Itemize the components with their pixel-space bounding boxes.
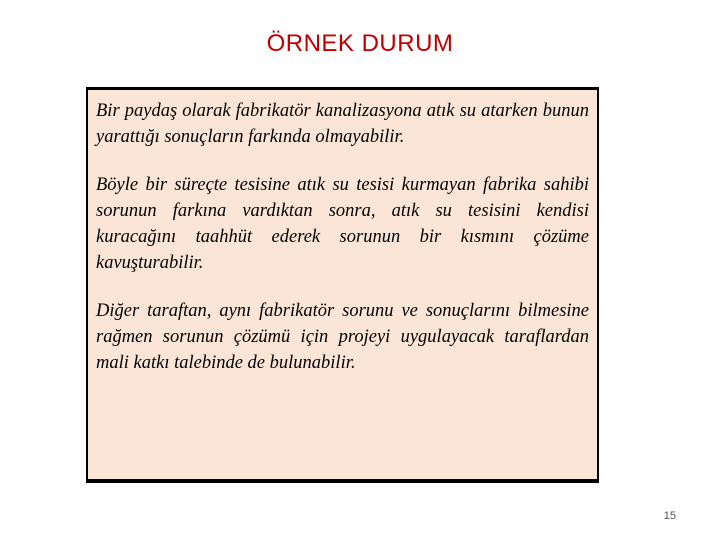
paragraph-3: Diğer taraftan, aynı fabrikatör sorunu ve sonuçlarını bilmesine rağmen sorunun çözümü için projeyi uygulayacak taraflardan mali katkı talebinde de bulunabilir.	[96, 301, 589, 373]
paragraph-2: Böyle bir süreçte tesisine atık su tesisi kurmayan fabrika sahibi sorunun farkına vardıktan sonra, atık su tesisini kendisi kuracağını taahhüt ederek sorunun bir kısmını çözüme kavuşturabilir.	[96, 175, 589, 273]
case-text-box	[86, 87, 599, 483]
paragraph-1: Bir paydaş olarak fabrikatör kanalizasyona atık su atarken bunun yarattığı sonuçların farkında olmayabilir.	[96, 101, 589, 147]
page-number: 15	[663, 510, 676, 522]
slide-title: ÖRNEK DURUM	[266, 30, 454, 57]
